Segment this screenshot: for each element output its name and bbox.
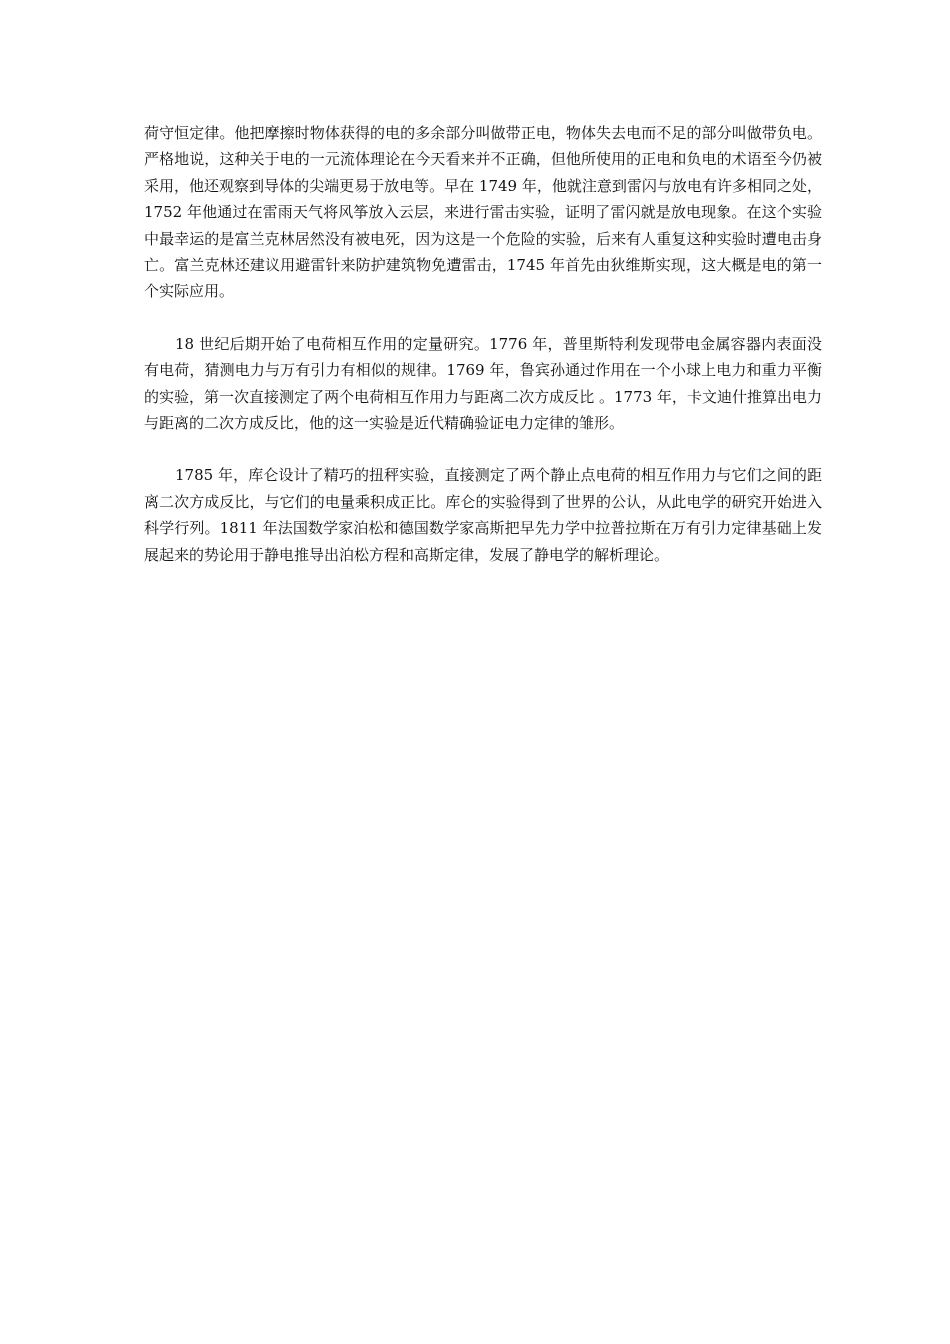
- document-body: [144, 120, 822, 594]
- paragraph-franklin: 荷守恒定律。他把摩擦时物体获得的电的多余部分叫做带正电，物体失去电而不足的部分叫做带负电。严格地说，这种关于电的一元流体理论在今天看来并不正确，但他所使用的正电和负电的术语至今仍被采用，他还观察到导体的尖端更易于放电等。早在 1749 年，他就注意到雷闪与放电有许多相同之处，1752 年他通过在雷雨天气将风筝放入云层，来进行雷击实验，证明了雷闪就是放电现象。在这个实验中最幸运的是富兰克林居然没有被电死，因为这是一个危险的实验，后来有人重复这种实验时遭电击身亡。富兰克林还建议用避雷针来防护建筑物免遭雷击，1745 年首先由狄维斯实现，这大概是电的第一个实际应用。: [144, 124, 822, 301]
- paragraph-quantitative-research: 18 世纪后期开始了电荷相互作用的定量研究。1776 年，普里斯特利发现带电金属容器内表面没有电荷，猜测电力与万有引力有相似的规律。1769 年，鲁宾孙通过作用在一个小球上电力和重力平衡的实验，第一次直接测定了两个电荷相互作用力与距离二次方成反比 。1773 年，卡文迪什推算出电力与距离的二次方成反比，他的这一实验是近代精确验证电力定律的雏形。: [144, 334, 822, 433]
- paragraph-coulomb: 1785 年，库仑设计了精巧的扭秤实验，直接测定了两个静止点电荷的相互作用力与它们之间的距离二次方成反比，与它们的电量乘积成正比。库仑的实验得到了世界的公认，从此电学的研究开始进入科学行列。1811 年法国数学家泊松和德国数学家高斯把早先力学中拉普拉斯在万有引力定律基础上发展起来的势论用于静电推导出泊松方程和高斯定律，发展了静电学的解析理论。: [144, 466, 822, 564]
